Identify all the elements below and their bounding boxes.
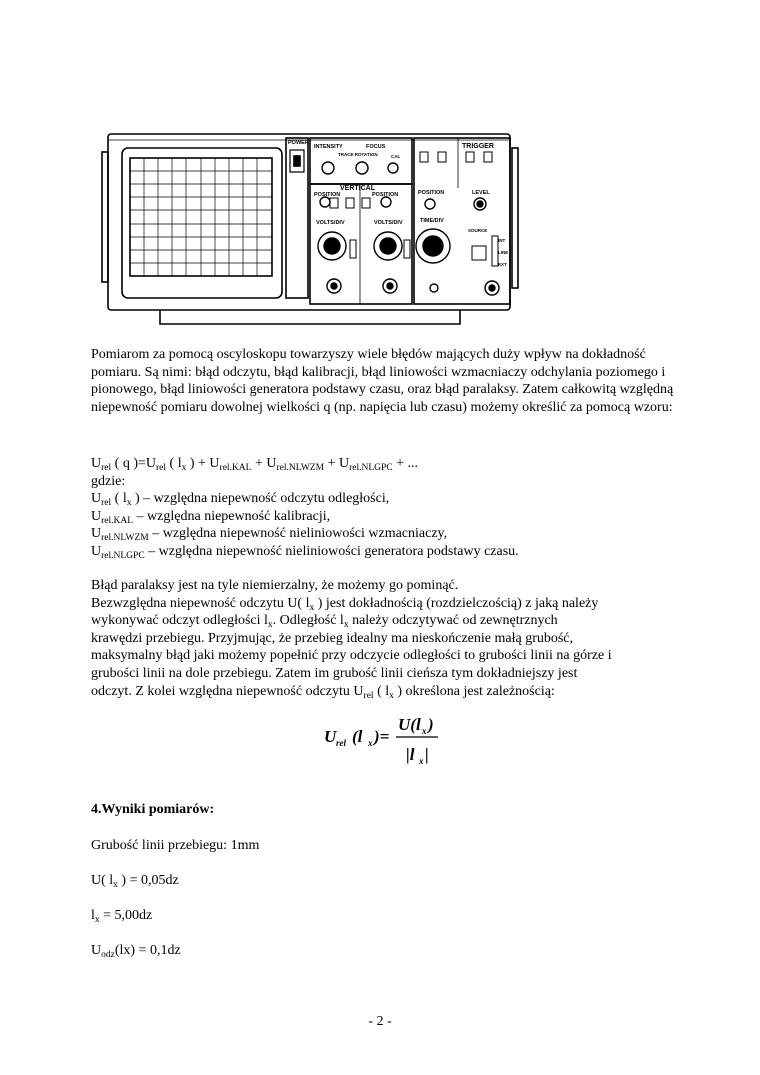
svg-text:VOLTS/DIV: VOLTS/DIV (374, 220, 403, 226)
svg-text:POSITION: POSITION (314, 192, 341, 198)
svg-text:LEVEL: LEVEL (472, 190, 490, 196)
svg-text:LINE: LINE (498, 250, 509, 255)
section-heading: 4.Wyniki pomiarów: (91, 802, 215, 817)
svg-text:TRACE ROTATION: TRACE ROTATION (338, 152, 378, 157)
definition-item: $U_{rel.NLGPC}$ – względna niepewność nieliniowości generatora podstawy czasu. (91, 543, 519, 561)
svg-text:INT: INT (498, 238, 506, 243)
svg-text:rel: rel (336, 738, 346, 748)
definition-item: $U_{rel}$ ( $l_x$ ) – względna niepewność odczytu odległości, (91, 491, 390, 509)
svg-text:POSITION: POSITION (418, 190, 445, 196)
svg-text:U(l: U(l (398, 715, 421, 734)
definition-item: $U_{rel.KAL}$ – względna niepewność kalibracji, (91, 508, 331, 526)
result-u-lx: U( $l_x$ ) = 0,05dz (91, 873, 179, 890)
svg-text:TIME/DIV: TIME/DIV (420, 218, 444, 224)
svg-text:SOURCE: SOURCE (468, 228, 488, 233)
svg-text:x: x (419, 756, 424, 766)
definitions-block: $U_{rel}$ ( q )$=U_{rel}$ ( $l_x$ ) + $U_{rel.KAL} + U_{rel.NLWZM} + U_{rel.NLGPC}$ + ... gdzie: $U_{rel}$ ( $l_x$ ) – względna niepewność odczytu odległości, $U_{rel.KAL}$ – względna niepewność kalibracji, $U_{rel.NLWZM}$ – względna niepewność nieliniowości wzmacniaczy, $U_{rel.NLGPC}$ – względna niepewność nieliniowości generatora podstawy czasu. (91, 455, 681, 561)
result-line-thickness: Grubość linii przebiegu: 1mm (91, 838, 260, 853)
oscilloscope-figure (100, 128, 520, 333)
svg-text:VOLTS/DIV: VOLTS/DIV (316, 220, 345, 226)
result-lx: $l_x = 5,00dz$ (91, 908, 153, 925)
svg-text:)=: )= (374, 727, 390, 746)
svg-text:|: | (425, 745, 429, 764)
svg-text:POWER: POWER (288, 140, 309, 146)
svg-text:x: x (368, 738, 373, 748)
intro-paragraph: Pomiarom za pomocą oscyloskopu towarzyszy wiele błędów mających duży wpływ na dokładność pomiaru. Są nimi: błąd odczytu, błąd kalibracji, błąd liniowości wzmacniaczy odchylania poziomego i pionowego, błąd liniowości generatora podstawy czasu, oraz błąd paralaksy. Zatem całkowitą względną niepewność pomiaru dowolnej wielkości q (np. napięcia lub czasu) możemy określić za pomocą wzoru: (91, 347, 674, 415)
svg-text:(l: (l (352, 727, 363, 746)
result-uodz: $U_{odz}(lx) = 0,1dz$ (91, 943, 181, 960)
svg-text:INTENSITY: INTENSITY (314, 144, 343, 150)
uncertainty-equation: $U_{rel}$ ( q )$=U_{rel}$ ( $l_x$ ) + $U_{rel.KAL} + U_{rel.NLWZM} + U_{rel.NLGPC}$ + ... (91, 456, 419, 473)
svg-text:U: U (324, 727, 337, 746)
svg-text:): ) (428, 715, 434, 734)
svg-text:CAL: CAL (391, 154, 401, 159)
svg-text:EXT: EXT (498, 262, 507, 267)
definition-item: $U_{rel.NLWZM}$ – względna niepewność nieliniowości wzmacniaczy, (91, 526, 448, 544)
parallax-paragraph: Błąd paralaksy jest na tyle niemierzalny, że możemy go pominąć. Bezwzględna niepewność odczytu U( $l_x$ ) jest dokładnością (rozdzielczością) z jaką należy wykonywać odczyt odległości $l_x$. Odległość $l_x$ należy odczytywać od zewnętrznych krawędzi przebiegu. Przyjmując, że przebieg idealny ma nieskończenie małą grubość, maksymalny błąd jaki możemy popełnić przy odczycie odległości to grubości linii na górze i grubości linii na dole przebiegu. Zatem im grubość linii cieńsza tym dokładniejszy jest odczyt. Z kolei względna niepewność odczytu $U_{rel}$ ( $l_x$ ) określona jest zależnością: (91, 578, 612, 701)
relative-uncertainty-formula (320, 708, 460, 768)
page-number: - 2 - (368, 1014, 392, 1029)
svg-text:x: x (422, 726, 427, 736)
svg-text:TRIGGER: TRIGGER (462, 143, 494, 150)
svg-text:FOCUS: FOCUS (366, 144, 386, 150)
svg-text:|l: |l (406, 745, 415, 764)
svg-text:POSITION: POSITION (372, 192, 399, 198)
svg-text:VERTICAL: VERTICAL (340, 185, 375, 192)
